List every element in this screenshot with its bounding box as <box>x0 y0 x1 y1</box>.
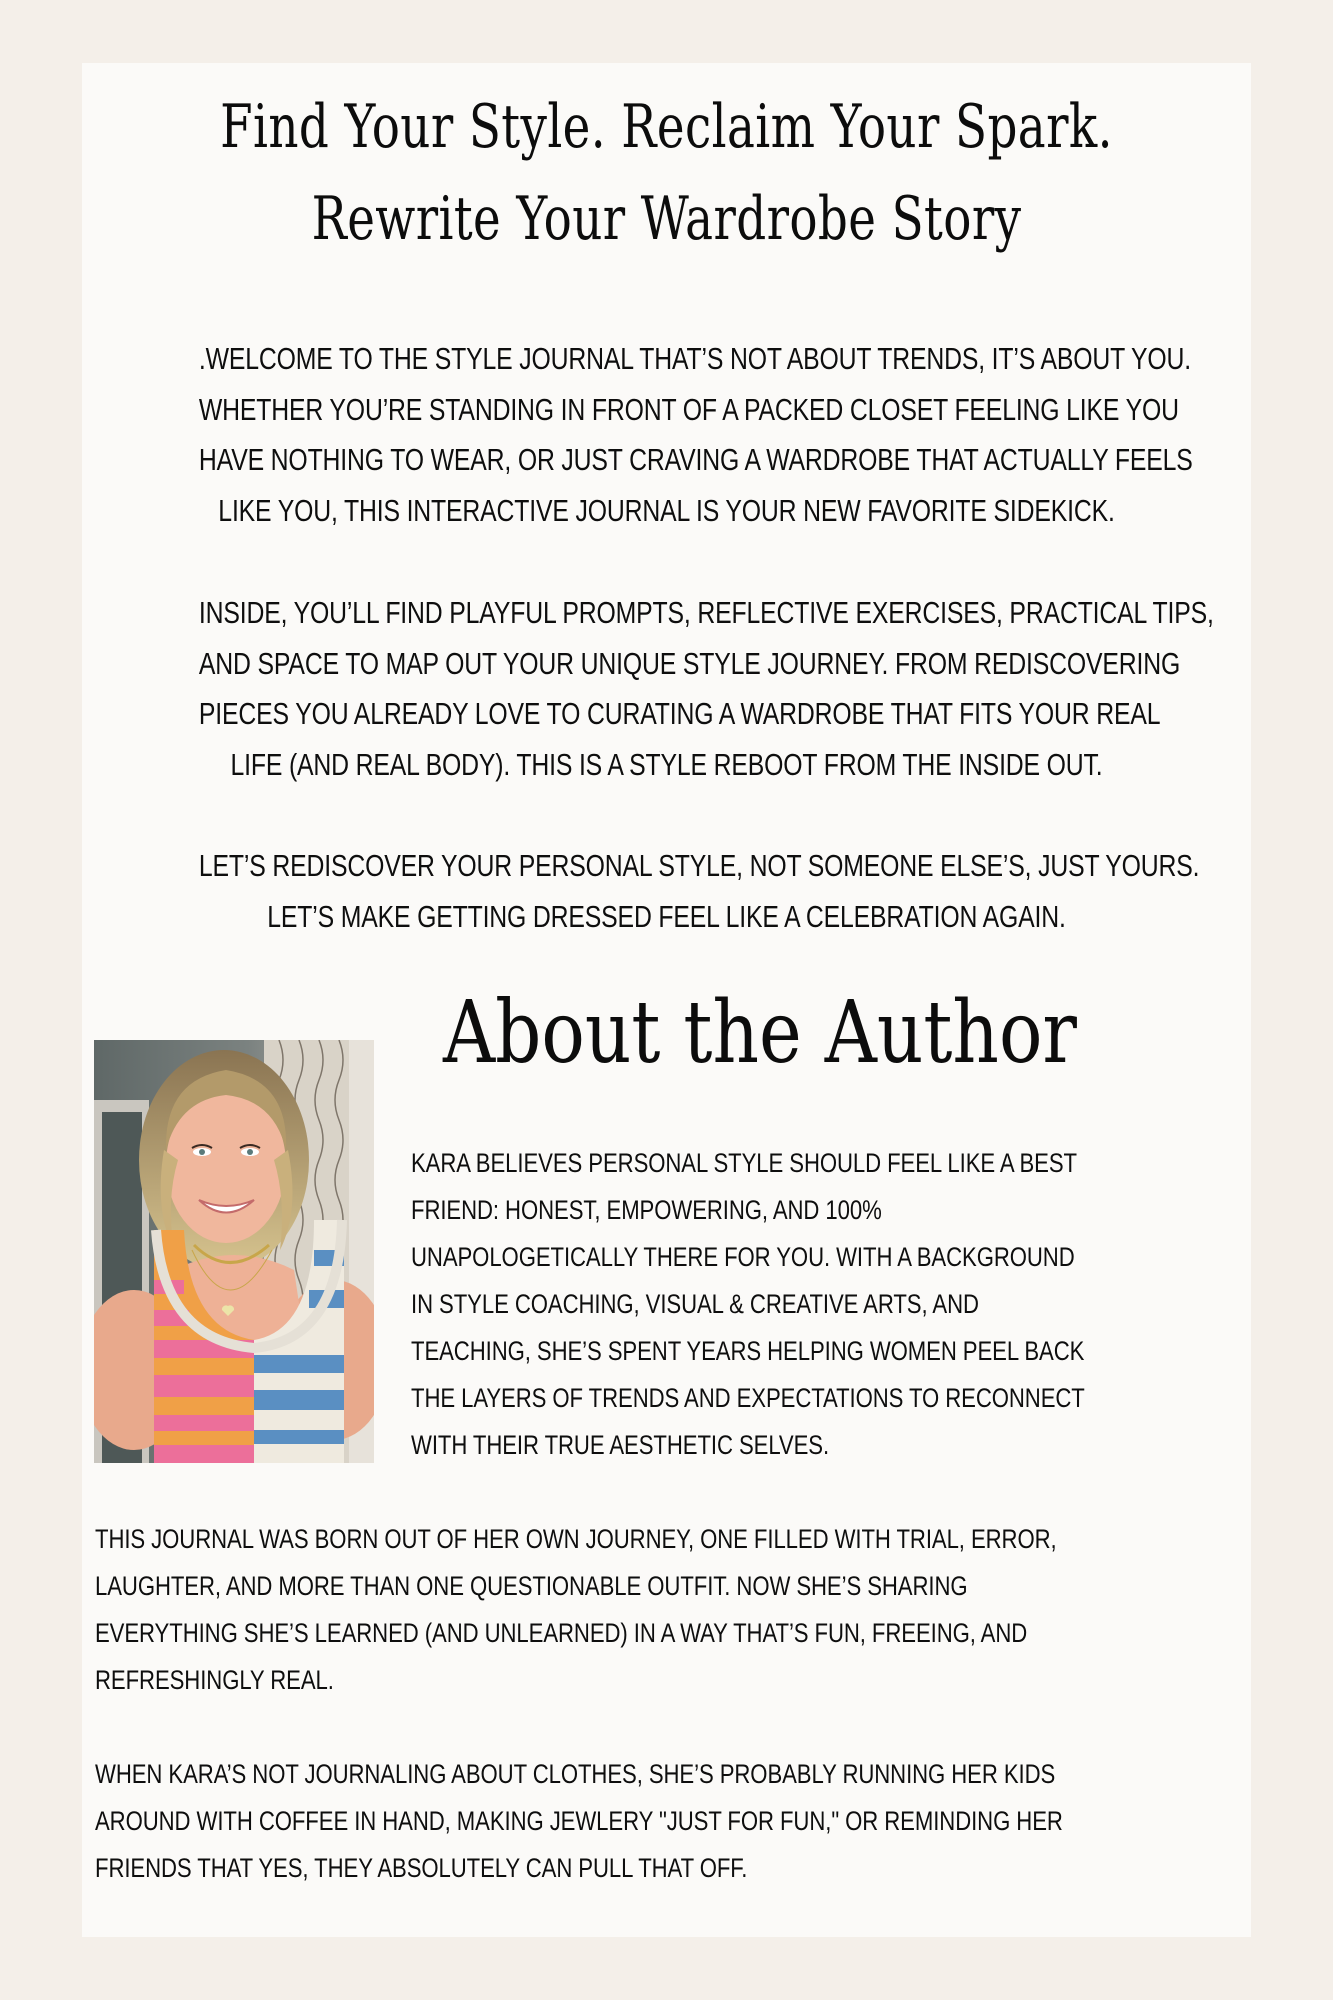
author-bio-paragraph-3 <box>95 1751 1275 1892</box>
author-bio-paragraph-2 <box>95 1516 1268 1704</box>
text-line: AND SPACE TO MAP OUT YOUR UNIQUE STYLE JOURNEY. FROM REDISCOVERING <box>198 645 1181 681</box>
text-line: REFRESHINGLY REAL. <box>95 1665 334 1695</box>
text-line: LET’S MAKE GETTING DRESSED FEEL LIKE A CELEBRATION AGAIN. <box>267 898 1066 934</box>
text-line: PIECES YOU ALREADY LOVE TO CURATING A WARDROBE THAT FITS YOUR REAL <box>198 696 1161 732</box>
text-line: HAVE NOTHING TO WEAR, OR JUST CRAVING A WARDROBE THAT ACTUALLY FEELS <box>198 442 1193 478</box>
text-line: UNAPOLOGETICALLY THERE FOR YOU. WITH A BACKGROUND <box>411 1242 1075 1272</box>
intro-paragraph-inside <box>82 588 1251 790</box>
page-title-line-1: Find Your Style. Reclaim Your Spark. <box>220 92 1113 162</box>
text-line: KARA BELIEVES PERSONAL STYLE SHOULD FEEL LIKE A BEST <box>411 1148 1077 1178</box>
page-title-line-2: Rewrite Your Wardrobe Story <box>311 184 1022 254</box>
intro-paragraph-welcome <box>82 334 1251 536</box>
text-line: TEACHING, SHE’S SPENT YEARS HELPING WOMEN PEEL BACK <box>411 1336 1085 1366</box>
text-line: THIS JOURNAL WAS BORN OUT OF HER OWN JOURNEY, ONE FILLED WITH TRIAL, ERROR, <box>95 1524 1057 1554</box>
text-line: EVERYTHING SHE’S LEARNED (AND UNLEARNED) IN A WAY THAT’S FUN, FREEING, AND <box>95 1618 1028 1648</box>
text-line: WHETHER YOU’RE STANDING IN FRONT OF A PACKED CLOSET FEELING LIKE YOU <box>198 391 1179 427</box>
text-line: FRIEND: HONEST, EMPOWERING, AND 100% <box>411 1195 882 1225</box>
text-line: WHEN KARA’S NOT JOURNALING ABOUT CLOTHES, SHE’S PROBABLY RUNNING HER KIDS <box>95 1759 1056 1789</box>
text-line: INSIDE, YOU’LL FIND PLAYFUL PROMPTS, REFLECTIVE EXERCISES, PRACTICAL TIPS, <box>198 595 1214 630</box>
page-card <box>82 63 1251 1937</box>
intro-paragraph-closing <box>82 841 1251 942</box>
author-photo <box>94 1040 374 1463</box>
text-line: LIKE YOU, THIS INTERACTIVE JOURNAL IS YOUR NEW FAVORITE SIDEKICK. <box>218 492 1115 528</box>
text-line: AROUND WITH COFFEE IN HAND, MAKING JEWLERY "JUST FOR FUN," OR REMINDING HER <box>95 1806 1063 1836</box>
author-portrait-illustration <box>94 1040 374 1463</box>
text-line: LAUGHTER, AND MORE THAN ONE QUESTIONABLE OUTFIT. NOW SHE’S SHARING <box>95 1571 968 1601</box>
text-line: FRIENDS THAT YES, THEY ABSOLUTELY CAN PULL THAT OFF. <box>95 1853 748 1883</box>
text-line: THE LAYERS OF TRENDS AND EXPECTATIONS TO RECONNECT <box>411 1383 1085 1413</box>
about-author-heading: About the Author <box>443 983 1077 1083</box>
text-line: LIFE (AND REAL BODY). THIS IS A STYLE REBOOT FROM THE INSIDE OUT. <box>230 746 1103 782</box>
text-line: IN STYLE COACHING, VISUAL & CREATIVE ARTS, AND <box>411 1289 979 1319</box>
text-line: LET’S REDISCOVER YOUR PERSONAL STYLE, NOT SOMEONE ELSE’S, JUST YOURS. <box>198 848 1200 883</box>
text-line: WITH THEIR TRUE AESTHETIC SELVES. <box>411 1430 830 1460</box>
text-line: .WELCOME TO THE STYLE JOURNAL THAT’S NOT ABOUT TRENDS, IT’S ABOUT YOU. <box>198 341 1191 376</box>
author-bio-paragraph-1 <box>411 1140 1233 1469</box>
